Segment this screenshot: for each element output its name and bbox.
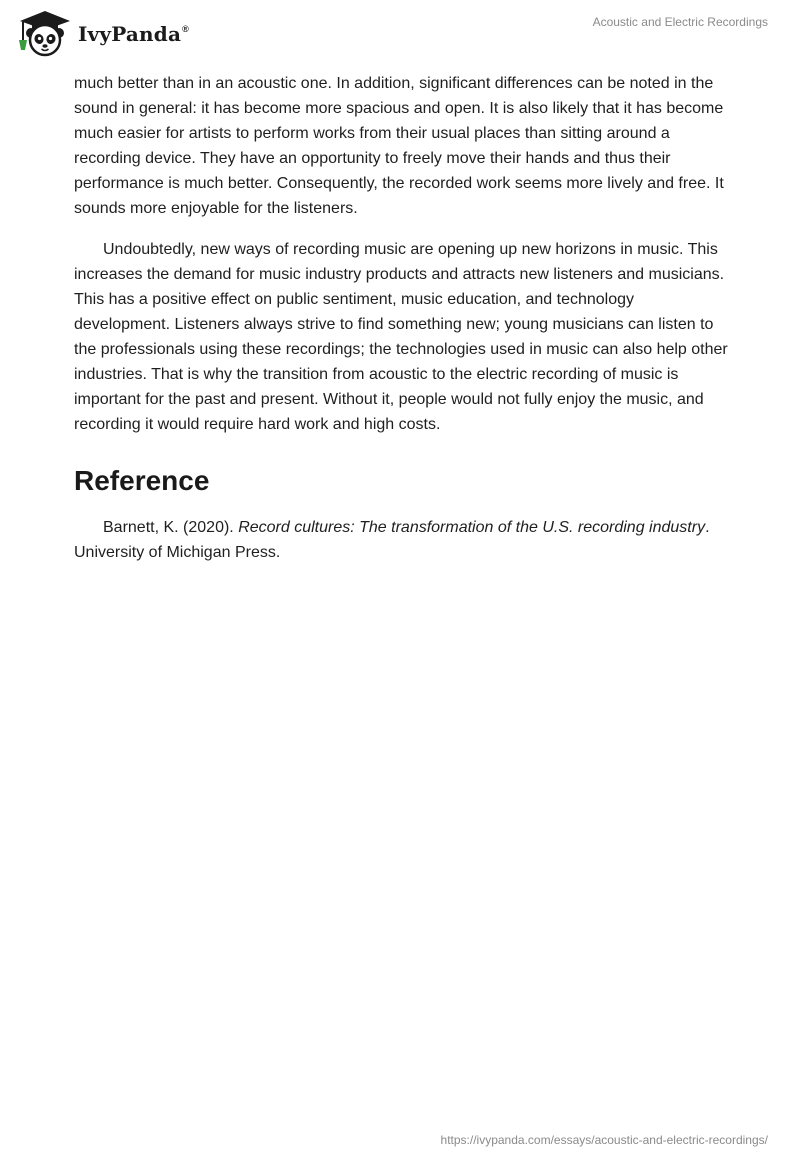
brand-name: IvyPanda® — [78, 22, 189, 46]
essay-content — [74, 71, 734, 581]
site-logo[interactable] — [16, 9, 189, 57]
graduation-panda-icon — [16, 9, 74, 57]
reference-publisher: . University of Michigan Press. — [74, 519, 710, 561]
footer-url[interactable]: https://ivypanda.com/essays/acoustic-and-electric-recordings/ — [440, 1133, 768, 1147]
reference-title: Record cultures: The transformation of the U.S. recording industry — [238, 519, 706, 536]
running-title: Acoustic and Electric Recordings — [592, 15, 768, 29]
body-paragraph: much better than in an acoustic one. In addition, significant differences can be noted in the sound in general: it has become more spacious and open. It is also likely that it has become much easier for artists to perform works from their usual places than sitting around a recording device. They have an opportunity to freely move their hands and thus their performance is much better. Consequently, the recorded work seems more lively and free. It sounds more enjoyable for the listeners. — [74, 75, 724, 217]
registered-mark: ® — [182, 24, 189, 34]
reference-authors-year: Barnett, K. (2020) — [103, 519, 230, 536]
reference-separator: . — [229, 519, 239, 536]
reference-heading: Reference — [74, 465, 210, 496]
reference-entry — [74, 515, 734, 565]
body-paragraph: Undoubtedly, new ways of recording music are opening up new horizons in music. This increases the demand for music industry products and attracts new listeners and musicians. This has a positive effect on public sentiment, music education, and technology development. Listeners always strive to find something new; young musicians can listen to the professionals using these recordings; the technologies used in music can also help other industries. That is why the transition from acoustic to the electric recording of music is important for the past and present. Without it, people would not fully enjoy the music, and recording it would require hard work and high costs. — [74, 241, 728, 433]
